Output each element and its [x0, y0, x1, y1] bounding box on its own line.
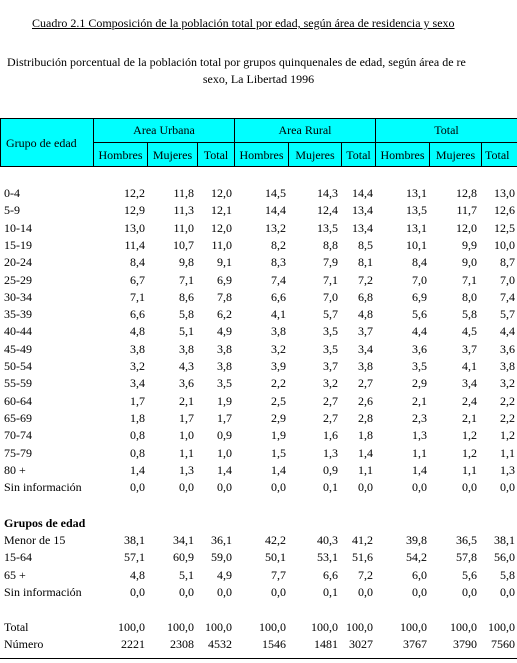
row-value: 1546: [262, 637, 286, 651]
row-value: 5,8: [462, 307, 477, 321]
row-value: 1,0: [179, 428, 194, 442]
row-label: Total: [4, 620, 29, 634]
row-label: Menor de 15: [4, 533, 66, 547]
row-value: 0,1: [323, 585, 338, 599]
row-value: 1,8: [130, 411, 145, 425]
row-value: 7,7: [271, 568, 286, 582]
row-value: 3,6: [179, 376, 194, 390]
row-value: 0,0: [358, 480, 373, 494]
row-value: 2,8: [358, 411, 373, 425]
row-value: 2308: [170, 637, 194, 651]
row-value: 6,9: [217, 273, 232, 287]
row-label: Número: [4, 637, 44, 651]
subcol-mujeres: Mujeres: [435, 148, 476, 162]
row-value: 4,8: [130, 324, 145, 338]
row-value: 57,1: [124, 550, 145, 564]
row-value: 2,1: [179, 394, 194, 408]
subcol-mujeres: Mujeres: [152, 148, 193, 162]
row-value: 1,1: [358, 463, 373, 477]
row-label: 25-29: [4, 273, 32, 287]
row-value: 56,0: [494, 550, 515, 564]
row-value: 0,0: [412, 585, 427, 599]
row-value: 1,2: [462, 428, 477, 442]
row-value: 3,7: [462, 342, 477, 356]
table-row: [0, 273, 517, 290]
row-value: 4,3: [179, 359, 194, 373]
row-value: 1,3: [323, 446, 338, 460]
row-value: 3,5: [412, 359, 427, 373]
table-row: [0, 533, 517, 550]
row-value: 41,2: [352, 533, 373, 547]
row-value: 9,8: [179, 255, 194, 269]
row-value: 1,0: [217, 446, 232, 460]
row-label: 55-59: [4, 376, 32, 390]
row-value: 3,5: [323, 324, 338, 338]
area-rural-header: Area Rural: [278, 123, 332, 137]
row-value: 9,0: [462, 255, 477, 269]
row-value: 0,0: [358, 585, 373, 599]
row-label: 60-64: [4, 394, 32, 408]
row-value: 2,1: [462, 411, 477, 425]
row-label: 35-39: [4, 307, 32, 321]
row-value: 14,4: [265, 203, 286, 217]
row-value: 12,4: [317, 203, 338, 217]
row-value: 7,0: [323, 290, 338, 304]
table-row: [0, 411, 517, 428]
table-row: [0, 568, 517, 585]
row-value: 1,2: [462, 446, 477, 460]
row-value: 4,9: [217, 324, 232, 338]
row-value: 6,6: [271, 290, 286, 304]
row-value: 12,0: [456, 221, 477, 235]
row-value: 0,0: [217, 480, 232, 494]
row-value: 14,3: [317, 186, 338, 200]
row-value: 1481: [314, 637, 338, 651]
table-row: [0, 394, 517, 411]
row-value: 36,1: [211, 533, 232, 547]
row-value: 0,0: [500, 480, 515, 494]
row-value: 1,4: [271, 463, 286, 477]
row-value: 3790: [453, 637, 477, 651]
subcol-total: Total: [485, 148, 510, 162]
table-row: [0, 290, 517, 307]
row-value: 0,9: [217, 428, 232, 442]
row-value: 9,1: [217, 255, 232, 269]
table-row: [0, 342, 517, 359]
table-row: [0, 203, 517, 220]
row-value: 0,0: [179, 585, 194, 599]
row-value: 39,8: [406, 533, 427, 547]
row-label: 75-79: [4, 446, 32, 460]
row-value: 3,8: [179, 342, 194, 356]
row-label: Sin información: [4, 480, 82, 494]
table-row: [0, 307, 517, 324]
row-value: 8,2: [271, 238, 286, 252]
row-value: 3,8: [217, 359, 232, 373]
row-value: 0,0: [217, 585, 232, 599]
row-value: 53,1: [317, 550, 338, 564]
row-value: 13,1: [406, 186, 427, 200]
subtitle-line-2: sexo, La Libertad 1996: [202, 72, 315, 86]
header-top-border: [0, 118, 517, 119]
row-value: 8,4: [412, 255, 427, 269]
row-value: 4532: [208, 637, 232, 651]
row-value: 5,7: [323, 307, 338, 321]
table-row: [0, 550, 517, 567]
row-value: 1,6: [323, 428, 338, 442]
row-label: 5-9: [4, 203, 20, 217]
row-label: 30-34: [4, 290, 32, 304]
row-value: 11,7: [456, 203, 477, 217]
row-value: 2,2: [500, 411, 515, 425]
row-value: 12,2: [124, 186, 145, 200]
row-value: 4,1: [271, 307, 286, 321]
row-value: 1,5: [271, 446, 286, 460]
row-value: 8,4: [130, 255, 145, 269]
row-label: 65 +: [4, 568, 26, 582]
row-label: 80 +: [4, 463, 26, 477]
table-caption: Cuadro 2.1 Composición de la población total por edad, según área de residencia y sexo: [32, 16, 455, 30]
row-label: 15-64: [4, 550, 32, 564]
row-value: 12,0: [211, 186, 232, 200]
row-value: 6,6: [130, 307, 145, 321]
row-value: 0,0: [179, 480, 194, 494]
row-value: 5,1: [179, 568, 194, 582]
row-value: 4,8: [130, 568, 145, 582]
row-value: 36,5: [456, 533, 477, 547]
row-value: 100,0: [400, 620, 427, 634]
row-value: 100,0: [450, 620, 477, 634]
table-row: [0, 428, 517, 445]
row-value: 59,0: [211, 550, 232, 564]
row-value: 0,0: [130, 585, 145, 599]
row-value: 3,8: [130, 342, 145, 356]
row-value: 12,8: [456, 186, 477, 200]
table-row: [0, 620, 517, 637]
row-value: 0,0: [462, 585, 477, 599]
table-row: [0, 186, 517, 203]
row-value: 8,0: [462, 290, 477, 304]
row-value: 5,7: [500, 307, 515, 321]
row-value: 51,6: [352, 550, 373, 564]
row-value: 100,0: [259, 620, 286, 634]
row-value: 8,1: [358, 255, 373, 269]
row-value: 3,7: [358, 324, 373, 338]
row-value: 7,2: [358, 273, 373, 287]
row-label: Sin información: [4, 585, 82, 599]
row-label: 15-19: [4, 238, 32, 252]
row-value: 3767: [403, 637, 427, 651]
row-label: 40-44: [4, 324, 32, 338]
header-bottom-border: [0, 166, 517, 167]
row-value: 3,4: [358, 342, 373, 356]
row-value: 4,4: [500, 324, 515, 338]
row-value: 7,0: [412, 273, 427, 287]
row-value: 12,0: [211, 221, 232, 235]
row-value: 1,9: [271, 428, 286, 442]
row-value: 7,0: [500, 273, 515, 287]
area-total-header: Total: [434, 123, 459, 137]
row-value: 3,5: [323, 342, 338, 356]
table-row: [0, 255, 517, 272]
row-value: 12,9: [124, 203, 145, 217]
subcol-hombres: Hombres: [98, 148, 143, 162]
row-value: 13,4: [352, 203, 373, 217]
row-value: 1,4: [412, 463, 427, 477]
row-value: 40,3: [317, 533, 338, 547]
row-value: 0,0: [271, 480, 286, 494]
row-value: 1,4: [217, 463, 232, 477]
row-value: 100,0: [311, 620, 338, 634]
table-bottom-border: [0, 658, 517, 659]
table-row: [0, 324, 517, 341]
row-value: 1,8: [358, 428, 373, 442]
row-value: 7560: [491, 637, 515, 651]
row-label: 70-74: [4, 428, 32, 442]
row-value: 1,2: [500, 428, 515, 442]
row-value: 0,0: [412, 480, 427, 494]
row-value: 14,5: [265, 186, 286, 200]
row-value: 2,2: [500, 394, 515, 408]
row-value: 4,4: [412, 324, 427, 338]
row-value: 2,5: [271, 394, 286, 408]
row-value: 7,1: [323, 273, 338, 287]
row-value: 1,1: [462, 463, 477, 477]
row-value: 0,0: [462, 480, 477, 494]
table-subtitle: [0, 54, 517, 88]
table-row: [0, 463, 517, 480]
row-value: 7,1: [130, 290, 145, 304]
row-value: 100,0: [346, 620, 373, 634]
row-value: 13,0: [124, 221, 145, 235]
row-value: 11,0: [173, 221, 194, 235]
row-value: 5,6: [412, 307, 427, 321]
row-value: 2,6: [358, 394, 373, 408]
row-label: 65-69: [4, 411, 32, 425]
row-value: 8,6: [179, 290, 194, 304]
row-value: 1,7: [217, 411, 232, 425]
row-value: 50,1: [265, 550, 286, 564]
row-value: 7,1: [462, 273, 477, 287]
row-value: 7,1: [179, 273, 194, 287]
row-value: 57,8: [456, 550, 477, 564]
row-value: 6,9: [412, 290, 427, 304]
row-value: 3,9: [271, 359, 286, 373]
row-value: 7,4: [271, 273, 286, 287]
row-label: 20-24: [4, 255, 32, 269]
table-row: [0, 238, 517, 255]
row-value: 3,8: [358, 359, 373, 373]
table-row: [0, 637, 517, 654]
row-value: 7,4: [500, 290, 515, 304]
subcol-mujeres: Mujeres: [295, 148, 335, 162]
row-value: 12,1: [211, 203, 232, 217]
row-value: 0,8: [130, 428, 145, 442]
area-urbana-header: Area Urbana: [133, 123, 195, 137]
row-value: 100,0: [167, 620, 194, 634]
row-value: 54,2: [406, 550, 427, 564]
row-value: 1,4: [358, 446, 373, 460]
row-value: 6,0: [412, 568, 427, 582]
row-value: 3,2: [130, 359, 145, 373]
row-value: 0,8: [130, 446, 145, 460]
row-value: 2,2: [271, 376, 286, 390]
row-value: 60,9: [173, 550, 194, 564]
row-value: 2221: [121, 637, 145, 651]
subcol-hombres: Hombres: [380, 148, 425, 162]
row-value: 10,1: [406, 238, 427, 252]
row-value: 9,9: [462, 238, 477, 252]
groups-heading: Grupos de edad: [4, 516, 86, 530]
table-row: [0, 446, 517, 463]
row-value: 3027: [349, 637, 373, 651]
row-value: 0,1: [323, 480, 338, 494]
row-value: 11,0: [211, 238, 232, 252]
row-value: 100,0: [488, 620, 515, 634]
row-value: 11,4: [124, 238, 145, 252]
row-value: 34,1: [173, 533, 194, 547]
row-value: 6,2: [217, 307, 232, 321]
section-heading: [0, 516, 517, 533]
row-value: 5,8: [179, 307, 194, 321]
table-row: [0, 359, 517, 376]
row-value: 0,0: [500, 585, 515, 599]
row-value: 4,5: [462, 324, 477, 338]
row-value: 12,5: [494, 221, 515, 235]
row-value: 13,5: [406, 203, 427, 217]
row-value: 6,6: [323, 568, 338, 582]
row-value: 38,1: [494, 533, 515, 547]
row-value: 38,1: [124, 533, 145, 547]
row-label: 45-49: [4, 342, 32, 356]
row-value: 5,1: [179, 324, 194, 338]
row-value: 0,0: [271, 585, 286, 599]
table-row: [0, 221, 517, 238]
row-value: 2,1: [412, 394, 427, 408]
row-value: 6,7: [130, 273, 145, 287]
row-value: 3,7: [323, 359, 338, 373]
table-row: [0, 585, 517, 602]
row-value: 11,8: [173, 186, 194, 200]
row-value: 3,2: [323, 376, 338, 390]
row-value: 8,7: [500, 255, 515, 269]
row-value: 1,3: [500, 463, 515, 477]
row-value: 3,8: [271, 324, 286, 338]
subcol-total: Total: [203, 148, 229, 162]
row-value: 2,7: [358, 376, 373, 390]
row-value: 12,6: [494, 203, 515, 217]
row-value: 14,4: [352, 186, 373, 200]
row-value: 4,1: [462, 359, 477, 373]
row-value: 3,4: [462, 376, 477, 390]
row-value: 2,9: [412, 376, 427, 390]
row-value: 1,1: [412, 446, 427, 460]
row-value: 6,8: [358, 290, 373, 304]
row-value: 1,9: [217, 394, 232, 408]
row-value: 8,5: [358, 238, 373, 252]
row-value: 3,6: [412, 342, 427, 356]
row-value: 1,1: [179, 446, 194, 460]
row-value: 13,4: [352, 221, 373, 235]
header-mid-border: [93, 142, 517, 143]
row-value: 4,8: [358, 307, 373, 321]
row-value: 2,4: [462, 394, 477, 408]
row-value: 3,6: [500, 342, 515, 356]
row-value: 10,7: [173, 238, 194, 252]
subcol-total: Total: [346, 148, 371, 162]
row-value: 11,3: [173, 203, 194, 217]
row-value: 5,8: [500, 568, 515, 582]
row-value: 8,3: [271, 255, 286, 269]
row-value: 0,0: [130, 480, 145, 494]
row-label: 0-4: [4, 186, 20, 200]
table-row: [0, 376, 517, 393]
row-value: 8,8: [323, 238, 338, 252]
header-left-border: [0, 118, 1, 167]
row-value: 2,7: [323, 411, 338, 425]
row-value: 2,9: [271, 411, 286, 425]
table-row: [0, 480, 517, 497]
row-value: 1,7: [179, 411, 194, 425]
row-value: 13,0: [494, 186, 515, 200]
row-value: 1,1: [500, 446, 515, 460]
row-label: 50-54: [4, 359, 32, 373]
subcol-hombres: Hombres: [239, 148, 284, 162]
row-value: 1,4: [130, 463, 145, 477]
row-value: 3,8: [500, 359, 515, 373]
row-value: 100,0: [118, 620, 145, 634]
row-value: 13,1: [406, 221, 427, 235]
row-label: 10-14: [4, 221, 32, 235]
row-value: 5,6: [462, 568, 477, 582]
row-value: 7,2: [358, 568, 373, 582]
row-value: 3,5: [217, 376, 232, 390]
row-value: 1,3: [412, 428, 427, 442]
row-value: 13,5: [317, 221, 338, 235]
row-value: 1,7: [130, 394, 145, 408]
row-value: 1,3: [179, 463, 194, 477]
row-value: 2,3: [412, 411, 427, 425]
row-value: 4,9: [217, 568, 232, 582]
group-column-header: Grupo de edad: [6, 136, 77, 150]
row-value: 3,2: [500, 376, 515, 390]
subtitle-line-1: Distribución porcentual de la población total por grupos quinquenales de edad, según área de re: [7, 55, 466, 69]
row-value: 3,4: [130, 376, 145, 390]
row-value: 3,2: [271, 342, 286, 356]
row-value: 10,0: [494, 238, 515, 252]
row-value: 7,9: [323, 255, 338, 269]
row-value: 13,2: [265, 221, 286, 235]
row-value: 3,8: [217, 342, 232, 356]
row-value: 0,9: [323, 463, 338, 477]
row-value: 100,0: [205, 620, 232, 634]
row-value: 42,2: [265, 533, 286, 547]
row-value: 7,8: [217, 290, 232, 304]
row-value: 2,7: [323, 394, 338, 408]
